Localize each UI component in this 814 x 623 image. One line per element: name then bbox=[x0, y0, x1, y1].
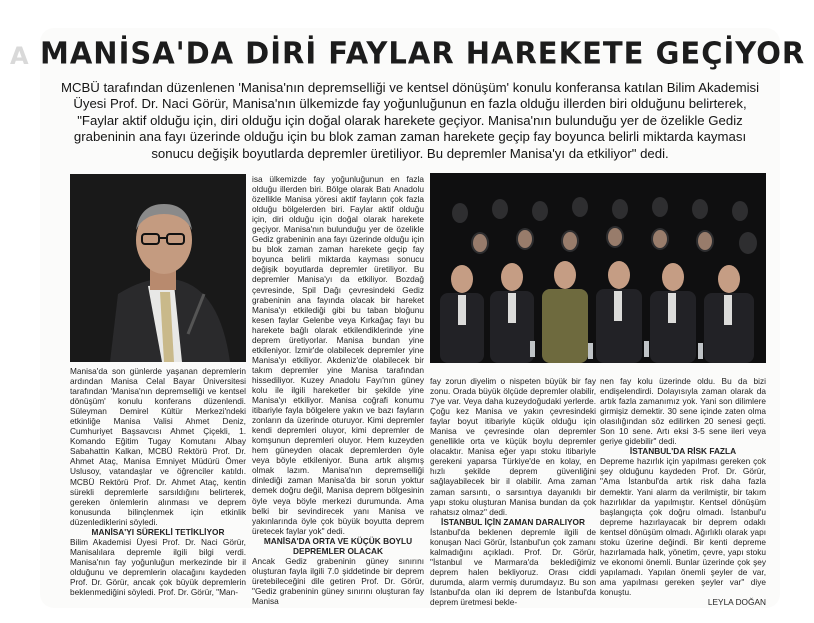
column-3-text: fay zorun diyelim o nispeten büyük bir fay zonu. Orada büyük ölçüde depremler olabilir, 7'ye var. Veya daha kuzeydoğudaki yerlerde. Çoğu kez Manisa ve yakın çevresindeki faylar boyut itibariyle küçük olduğu için Manisa ve çevresinde olan depremler genellikle orta ve küçük boylu depremler olacaktır. Manisa eğer yapı stoku itibariyle gerekeni yaparsa Türkiye'de en kolay, en hızlı şekilde deprem güvenliğini sağlayabilecek bir il olabilir. Ama zaman zaman sarsıntı, o sarsıntıya dayanıklı bir yapı stoku oluşturan Manisa bundan da çok rahatsız olmaz" dedi. bbox=[430, 376, 596, 517]
article-column-2 bbox=[252, 174, 424, 606]
column-2-text-2: Ancak Gediz grabeninin güney sınırını oluşturan fayla ilgili 7.0 şiddetinde bir deprem üretebileceğini dile getiren Prof. Dr. Görür, "Gediz grabeninin güney sınırını oluşturan fay Manisa bbox=[252, 555, 424, 606]
speaker-portrait-photo bbox=[70, 174, 246, 362]
lead-paragraph: MCBÜ tarafından düzenlenen 'Manisa'nın depremselliği ve kentsel dönüşüm' konulu konferansa katılan Bilim Akademisi Üyesi Prof. Dr. Naci Görür, Manisa'nın ülkemizde fay yoğunluğunun en fazla olduğu illerden biri olduğunu belirterek, "Faylar aktif olduğu için, diri olduğu için doğal olarak harekete geçiyor. Manisa'nın bulunduğu yer de özelikle Gediz grabeninin ana fayı üzerinde olduğu için bu blok zaman zaman harekete geçip fay boyunca belirli miktarda kayması sonucu değişik boyutlarda depremler üretiliyor. Bu depremler Manisa'yı da etkiliyor" dedi. bbox=[60, 80, 760, 161]
subheading-istanbul-zaman-daraliyor: İSTANBUL İÇİN ZAMAN DARALIYOR bbox=[441, 516, 585, 527]
subheading-manisa-tetikliyor: MANİSA'YI SÜREKLİ TETİKLİYOR bbox=[91, 526, 225, 537]
adjacent-page-edge-text: A bbox=[10, 42, 29, 70]
column-2-text: isa ülkemizde fay yoğunluğunun en fazla olduğu illerden biri. Bölge olarak Batı Anadolu özellikle Manisa yöresi aktif fayların çok fazla olduğu bölgelerden biri. Faylar aktif olduğu için, diri olduğu için doğal olarak harekete geçiyor. Manisa'nın bulunduğu yer de özelikle Gediz grabeninin ana fayı üzerinde olduğu için bu blok zaman zaman harekete geçip fay boyunca belirli miktarda kayması sonucu değişik boyutlarda depremler üretiliyor. Bu depremler Manisa'yı da etkiliyor. Bozdağ çevresinde, Spil Dağı çevresindeki Gediz grabeninin ana fayında olacak bir hareket Manisa'yı etkilediği gibi bu taban bloğunu kesen faylar Gelenbe veya Kırkağaç fayı bu harekete bağlı olarak etkilendiklerinde yine deprem üretiyorlar. Manisa bundan yine etkileniyor. İzmir'de olabilecek depremler yine Manisa'yı etkiliyor. Akdeniz'de olabilecek bir takım depremler yine Manisa tarafından hissediliyor. Kuzey Anadolu Fayı'nın güney kolu ile ilgili hareketler bir şekilde yine Manisa'yı etkiliyor. Manisa coğrafi konumu itibariyle fayla bölgelere yakın ve bazı fayların zonların da üzerinde oturuyor. Kimi depremler kendi depremleri oluyor, kimi depremler de komşunun depremleri oluyor. Hem kuzeyden hem güneyden olacak depremlerden öyle veya böyle etkileniyor. Buna artık alışmış olmak lazım. Manisa'nın depremselliği dinlediği zaman Manisa'da bir sorun yoktur demek doğru değil, Manisa deprem bölgesinin öyle veya böyle merkezi durumunda. Ama belki bir sevindirecek yanı Manisa ve yakınlarında öyle çok büyük boyutta deprem üretecek faylar yok" dedi. bbox=[252, 174, 424, 536]
conference-audience-photo bbox=[430, 173, 766, 363]
article-column-3 bbox=[430, 376, 596, 606]
subheading-istanbul-risk-fazla: İSTANBUL'DA RİSK FAZLA bbox=[629, 446, 737, 457]
headline: MANİSA'DA DİRİ FAYLAR HAREKETE GEÇİYOR bbox=[40, 35, 806, 71]
article-column-4 bbox=[600, 376, 766, 606]
column-4-text-2: Depreme hazırlık için yapılması gereken çok şey olduğunu kaydeden Prof. Dr. Görür, "Ama İstanbul'da artık risk daha fazla demektir. Yani alarm da verilmiştir, bir takım hazırlıklar da yapılmıştır. Kentsel dönüşüm başlangıçta çok doğru olmadı. İstanbul'u depreme hazırlayacak bir deprem odaklı kentsel dönüşüm olmadı. Ağırlıklı olarak yapı stoku üzerine değindi. Bir kenti depreme hazırlamada halk, yönetim, çevre, yapı stoku ve ekonomi önemli. Bunlar üzerinde çok şey yapılamadı. Yapılan önemli şeyler de var, ama yapılması gereken şeyler var" diye konuştu. bbox=[600, 456, 766, 597]
subheading-orta-kucuk-depremler: MANİSA'DA ORTA VE KÜÇÜK BOYLU DEPREMLER OLACAK bbox=[263, 535, 413, 556]
byline: LEYLA DOĞAN bbox=[707, 597, 766, 608]
column-4-text: nen fay kolu üzerinde oldu. Bu da bizi endişelendirdi. Dolayısıyla zaman olarak da artık fazla zamanımız yok. Yani son dilimlere girmişiz demektir. 30 sene içinde zaten olma olasılığından söz edilirken 20 senesi geçti. Son 10 sene. Artı eksi 3-5 sene ileri veya geriye gidebilir" dedi. bbox=[600, 376, 766, 447]
column-1-text: Manisa'da son günlerde yaşanan depremlerin ardından Manisa Celal Bayar Üniversitesi tarafından 'Manisa'nın depremselliği ve kentsel dönüşüm' konulu konferans düzenlendi. Süleyman Demirel Kültür Merkezi'ndeki etkinliğe Manisa Valisi Ahmet Deniz, Cumhuriyet Başsavcısı Ahmet Çiçekli, 1. Komando Eğitim Tugay Komutanı Albay Sabahattin Kalkan, MCBÜ Rektörü Prof. Dr. Ahmet Ataç, Manisa Emniyet Müdürü Ömer Uslusoy, vatandaşlar ve öğrenciler katıldı. MCBÜ Rektörü Prof. Dr. Ahmet Ataç, kentin sürekli depremlerle sarsıldığını belirterek, gereken önlemlerin alınması ve deprem konusunda bilinçlenmek için etkinlik düzenlediklerini söyledi. bbox=[70, 366, 246, 527]
column-3-text-2: İstanbul'da beklenen depremle ilgili de konuşan Naci Görür, İstanbul'un çok zamanı kalmadığını açıkladı. Prof. Dr. Görür, "İstanbul ve Marmara'da beklediğimiz deprem halen bekliyoruz. Orası ciddi durumda, alarm vermiş durumdayız. Bu son İstanbul'da olan iki deprem de İstanbul'da deprem üretmesi bekle- bbox=[430, 526, 596, 608]
column-1-text-2: Bilim Akademisi Üyesi Prof. Dr. Naci Görür, Manisalılara depremle ilgili bilgi verdi. Manisa'nın fay yoğunluğun merkezinde bir il olduğunu ve depremlerin olacağını kaydeden Prof. Dr. Görür, ancak çok büyük depremlerin beklenmediğini söyledi. Prof. Dr. Görür, "Man- bbox=[70, 536, 246, 598]
article-column-1 bbox=[70, 366, 246, 606]
newspaper-page bbox=[10, 28, 806, 608]
